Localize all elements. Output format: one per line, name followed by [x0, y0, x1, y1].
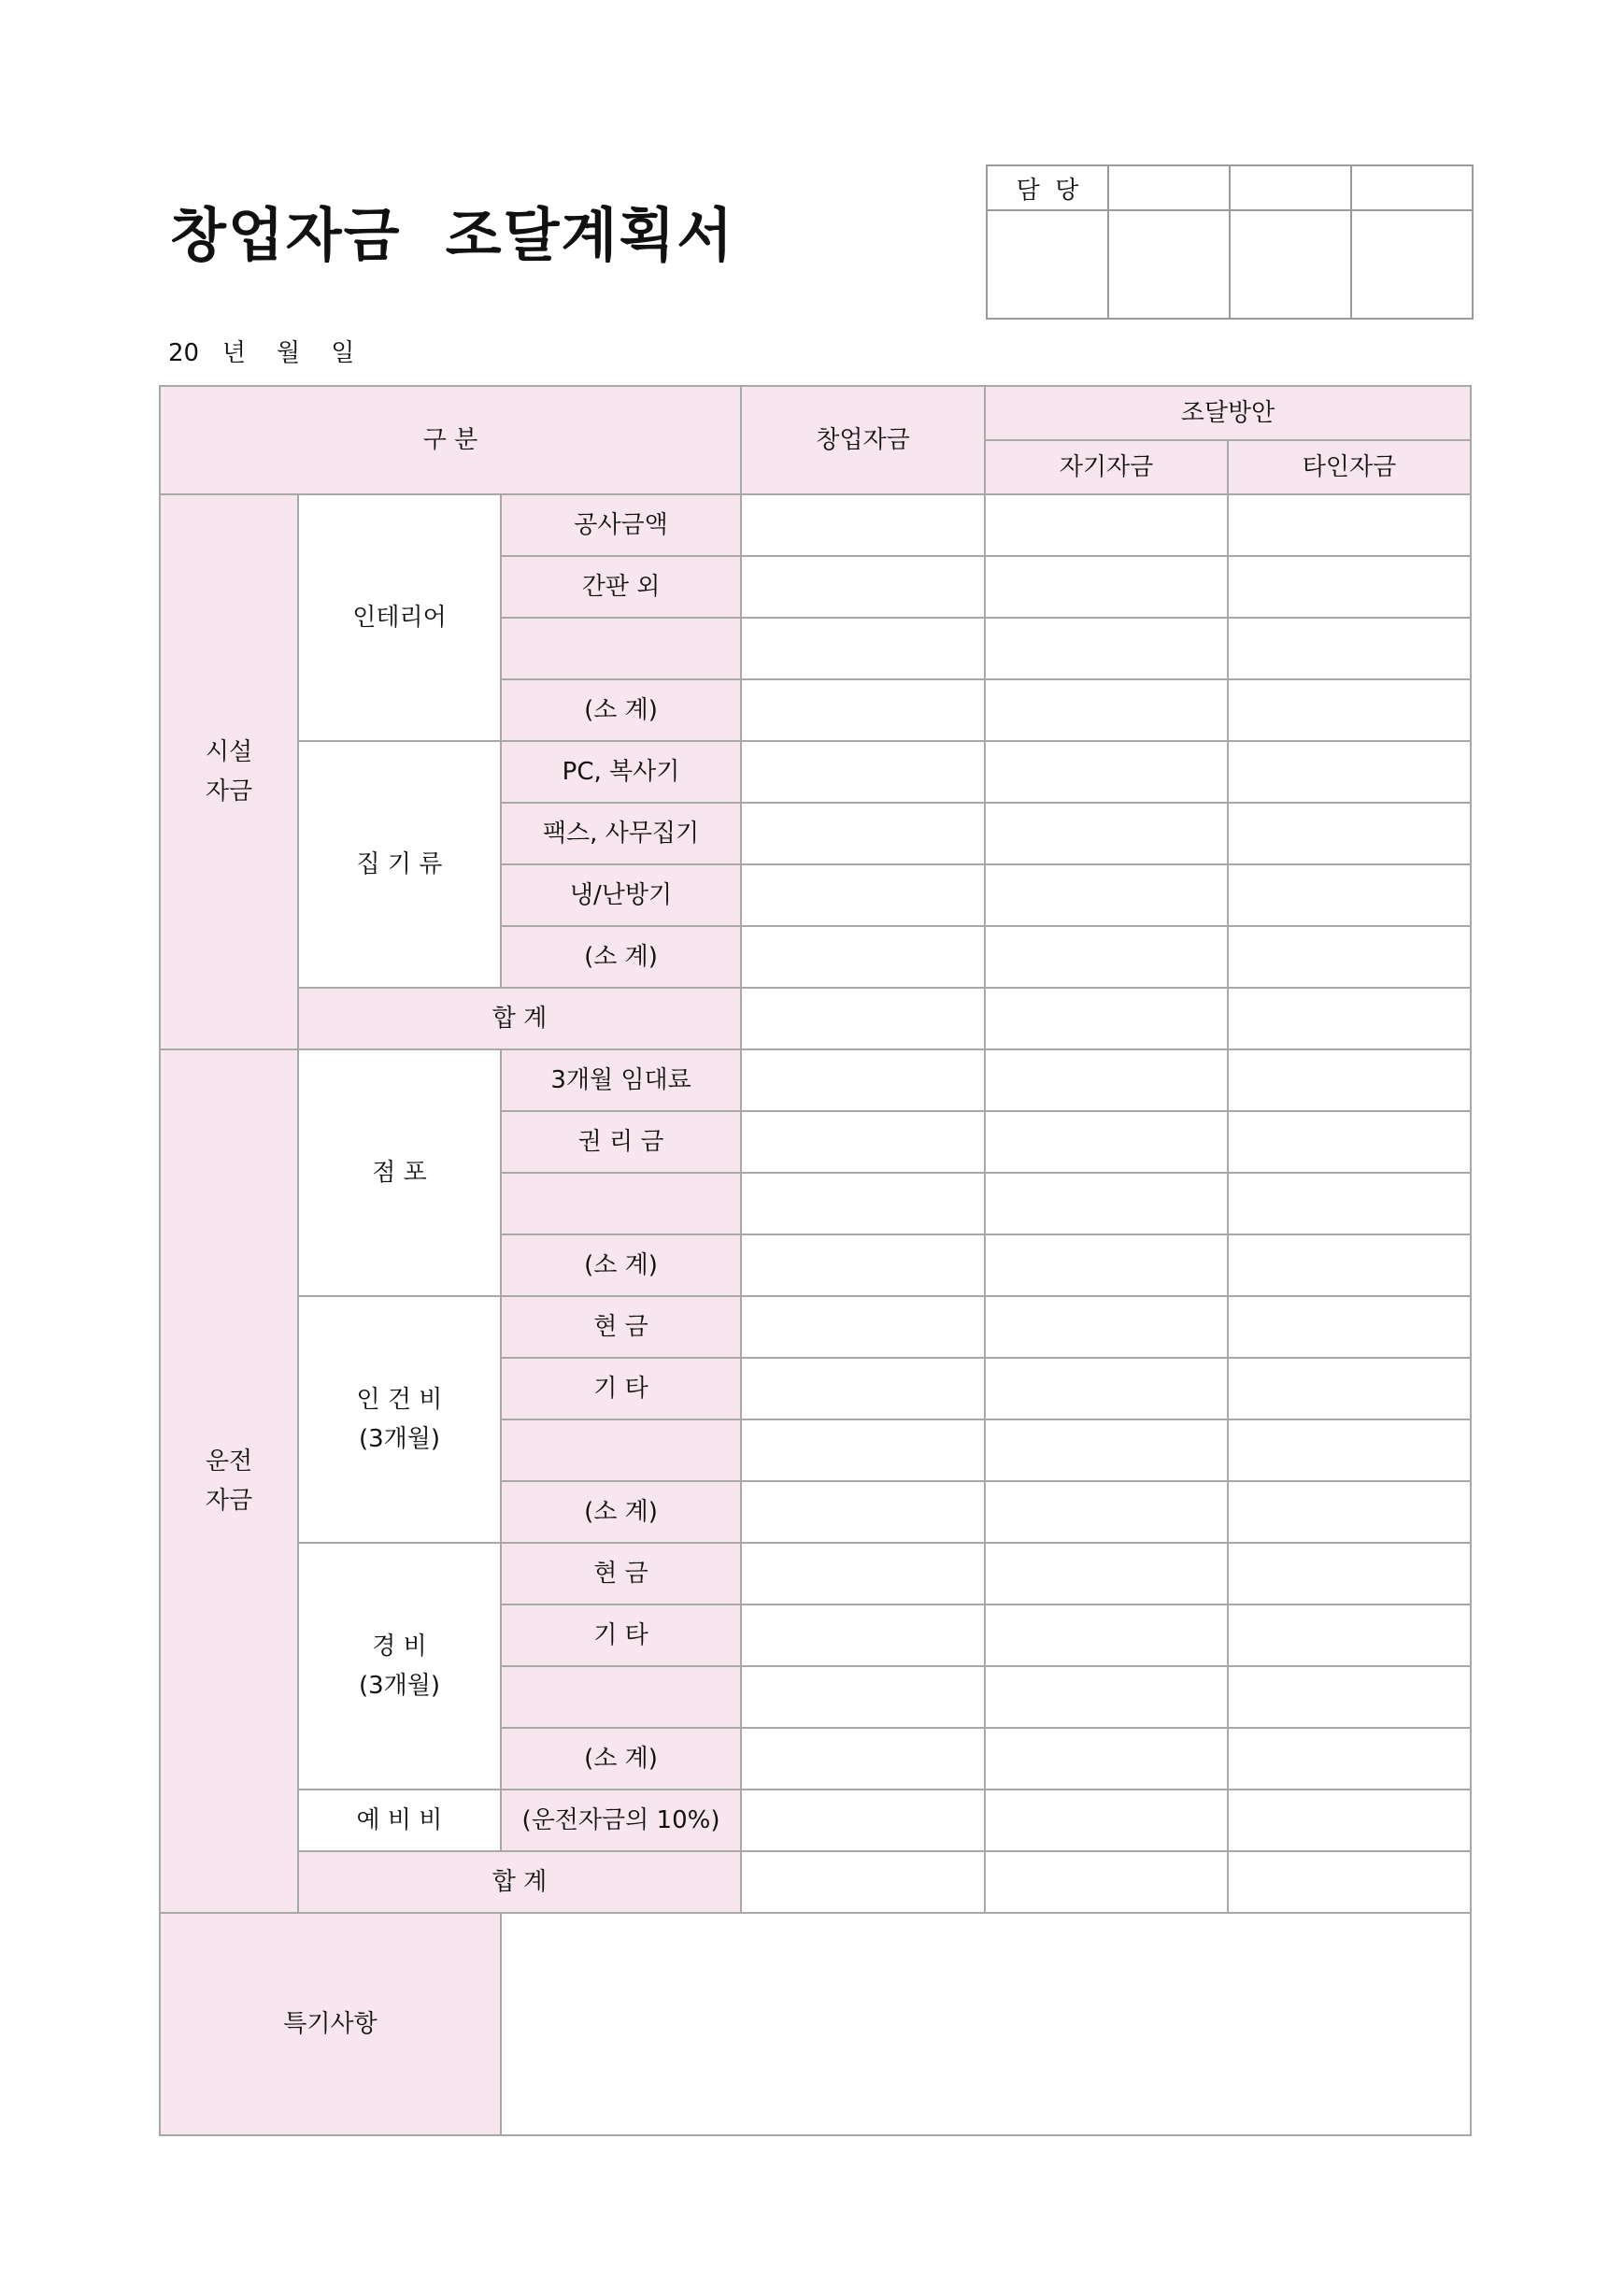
startup-fund-cell[interactable]	[741, 556, 985, 618]
startup-fund-cell[interactable]	[741, 741, 985, 803]
other-fund-cell[interactable]	[1228, 864, 1471, 926]
own-fund-cell[interactable]	[985, 1296, 1228, 1358]
item-label: 권 리 금	[501, 1111, 741, 1173]
expenses-label: 경 비 (3개월)	[298, 1543, 501, 1790]
remarks-content[interactable]	[501, 1913, 1471, 2135]
startup-fund-cell[interactable]	[741, 926, 985, 988]
own-fund-cell[interactable]	[985, 1604, 1228, 1666]
remarks-label: 특기사항	[160, 1913, 501, 2135]
other-fund-cell[interactable]	[1228, 1049, 1471, 1111]
own-fund-cell[interactable]	[985, 1790, 1228, 1851]
item-label: 현 금	[501, 1296, 741, 1358]
other-fund-cell[interactable]	[1228, 1173, 1471, 1234]
startup-fund-cell[interactable]	[741, 679, 985, 741]
funding-plan-table	[159, 385, 1472, 2136]
other-fund-cell[interactable]	[1228, 679, 1471, 741]
store-label: 점 포	[298, 1049, 501, 1296]
other-fund-cell[interactable]	[1228, 1851, 1471, 1913]
item-label: 냉/난방기	[501, 864, 741, 926]
approval-sign-cell[interactable]	[1351, 210, 1473, 319]
subtotal-label: (소 계)	[501, 1234, 741, 1296]
startup-fund-cell[interactable]	[741, 864, 985, 926]
other-fund-cell[interactable]	[1228, 1728, 1471, 1790]
startup-fund-cell[interactable]	[741, 1234, 985, 1296]
own-fund-header: 자기자금	[985, 440, 1228, 494]
other-fund-cell[interactable]	[1228, 1419, 1471, 1481]
other-fund-cell[interactable]	[1228, 803, 1471, 864]
startup-fund-cell[interactable]	[741, 1666, 985, 1728]
own-fund-cell[interactable]	[985, 988, 1228, 1049]
startup-fund-cell[interactable]	[741, 1173, 985, 1234]
startup-fund-cell[interactable]	[741, 1419, 985, 1481]
other-fund-cell[interactable]	[1228, 556, 1471, 618]
other-fund-cell[interactable]	[1228, 1358, 1471, 1419]
own-fund-cell[interactable]	[985, 864, 1228, 926]
subtotal-label: (소 계)	[501, 679, 741, 741]
facility-fund-label: 시설 자금	[160, 494, 298, 1049]
other-fund-cell[interactable]	[1228, 1666, 1471, 1728]
startup-fund-cell[interactable]	[741, 1604, 985, 1666]
other-fund-cell[interactable]	[1228, 618, 1471, 679]
startup-fund-cell[interactable]	[741, 494, 985, 556]
own-fund-cell[interactable]	[985, 1481, 1228, 1543]
other-fund-header: 타인자금	[1228, 440, 1471, 494]
item-label: 3개월 임대료	[501, 1049, 741, 1111]
other-fund-cell[interactable]	[1228, 1604, 1471, 1666]
approval-header-cell	[1108, 165, 1230, 210]
item-label: 현 금	[501, 1543, 741, 1604]
startup-fund-header: 창업자금	[741, 386, 985, 494]
own-fund-cell[interactable]	[985, 1851, 1228, 1913]
other-fund-cell[interactable]	[1228, 1296, 1471, 1358]
subtotal-label: (소 계)	[501, 1481, 741, 1543]
facility-total-label: 합 계	[298, 988, 741, 1049]
item-label: 기 타	[501, 1358, 741, 1419]
startup-fund-cell[interactable]	[741, 618, 985, 679]
item-label: PC, 복사기	[501, 741, 741, 803]
other-fund-cell[interactable]	[1228, 1481, 1471, 1543]
other-fund-cell[interactable]	[1228, 494, 1471, 556]
other-fund-cell[interactable]	[1228, 1234, 1471, 1296]
item-label	[501, 1419, 741, 1481]
startup-fund-cell[interactable]	[741, 1543, 985, 1604]
startup-fund-cell[interactable]	[741, 1481, 985, 1543]
subtotal-label: (소 계)	[501, 1728, 741, 1790]
other-fund-cell[interactable]	[1228, 741, 1471, 803]
labor-cost-label: 인 건 비 (3개월)	[298, 1296, 501, 1543]
other-fund-cell[interactable]	[1228, 926, 1471, 988]
approval-sign-cell[interactable]	[1108, 210, 1230, 319]
approval-sign-cell[interactable]	[987, 210, 1108, 319]
own-fund-cell[interactable]	[985, 1358, 1228, 1419]
document-title: 창업자금 조달계획서	[170, 201, 735, 269]
reserve-note: (운전자금의 10%)	[501, 1790, 741, 1851]
startup-fund-cell[interactable]	[741, 1851, 985, 1913]
startup-fund-cell[interactable]	[741, 1049, 985, 1111]
own-fund-cell[interactable]	[985, 556, 1228, 618]
item-label	[501, 1173, 741, 1234]
startup-fund-cell[interactable]	[741, 1728, 985, 1790]
operating-total-label: 합 계	[298, 1851, 741, 1913]
reserve-label: 예 비 비	[298, 1790, 501, 1851]
date-line: 20 년 월 일	[168, 339, 355, 367]
own-fund-cell[interactable]	[985, 1728, 1228, 1790]
item-label: 공사금액	[501, 494, 741, 556]
fixtures-label: 집 기 류	[298, 741, 501, 988]
startup-fund-cell[interactable]	[741, 1296, 985, 1358]
own-fund-cell[interactable]	[985, 741, 1228, 803]
own-fund-cell[interactable]	[985, 1173, 1228, 1234]
item-label: 간판 외	[501, 556, 741, 618]
approval-header-cell	[1230, 165, 1351, 210]
funding-plan-header: 조달방안	[985, 386, 1471, 440]
own-fund-cell[interactable]	[985, 803, 1228, 864]
approval-box	[986, 164, 1474, 320]
startup-fund-cell[interactable]	[741, 1790, 985, 1851]
subtotal-label: (소 계)	[501, 926, 741, 988]
operating-fund-label: 운전 자금	[160, 1049, 298, 1913]
other-fund-cell[interactable]	[1228, 988, 1471, 1049]
own-fund-cell[interactable]	[985, 1419, 1228, 1481]
own-fund-cell[interactable]	[985, 1049, 1228, 1111]
division-header: 구 분	[160, 386, 741, 494]
own-fund-cell[interactable]	[985, 1234, 1228, 1296]
startup-fund-cell[interactable]	[741, 803, 985, 864]
own-fund-cell[interactable]	[985, 926, 1228, 988]
own-fund-cell[interactable]	[985, 1666, 1228, 1728]
other-fund-cell[interactable]	[1228, 1790, 1471, 1851]
startup-fund-cell[interactable]	[741, 1111, 985, 1173]
approval-header-cell	[1351, 165, 1473, 210]
approval-label: 담 당	[987, 165, 1108, 210]
own-fund-cell[interactable]	[985, 618, 1228, 679]
item-label	[501, 618, 741, 679]
own-fund-cell[interactable]	[985, 679, 1228, 741]
item-label: 기 타	[501, 1604, 741, 1666]
other-fund-cell[interactable]	[1228, 1543, 1471, 1604]
startup-fund-cell[interactable]	[741, 1358, 985, 1419]
own-fund-cell[interactable]	[985, 1111, 1228, 1173]
interior-label: 인테리어	[298, 494, 501, 741]
own-fund-cell[interactable]	[985, 1543, 1228, 1604]
startup-fund-cell[interactable]	[741, 988, 985, 1049]
other-fund-cell[interactable]	[1228, 1111, 1471, 1173]
item-label	[501, 1666, 741, 1728]
own-fund-cell[interactable]	[985, 494, 1228, 556]
item-label: 팩스, 사무집기	[501, 803, 741, 864]
approval-sign-cell[interactable]	[1230, 210, 1351, 319]
